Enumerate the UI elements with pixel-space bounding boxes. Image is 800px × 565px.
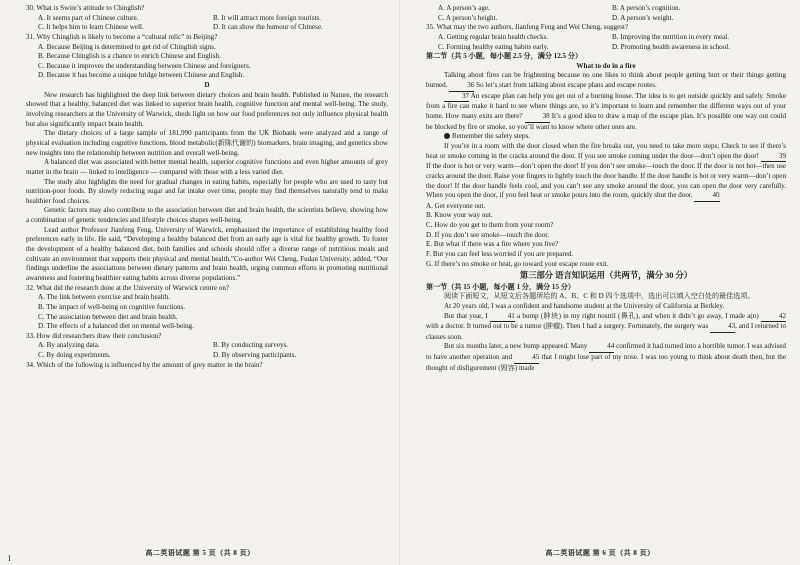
question-33-stem: 33. How did researchers draw their conclusion? — [26, 331, 162, 340]
question-33-options — [26, 341, 388, 360]
fire-heading — [426, 132, 786, 142]
text: So let’s start from talking about escape plans and escape routes. — [476, 81, 657, 90]
question-34-options — [426, 4, 786, 23]
text: If you’re in a room with the door closed when the fire breaks out, you need to take more steps; Check to see if there’s heat or smoke coming in the cracks around the door. If you see smoke coming under the door—don’t open the door! — [426, 141, 786, 160]
blank-44[interactable]: 44 — [589, 342, 614, 353]
text: But six months later, a new bump appeared. Many — [444, 342, 588, 351]
page-footer: 高二英语试题 第 5 页（共 8 页） — [145, 549, 255, 557]
passage-paragraph: The dietary choices of a large sample of 181,990 participants from the UK Biobank were analyzed and a range of physical evaluation including cognitive functions, blood metabolic(新陈代谢的) biomarkers, brain imaging, and genetics show new insights into the relationship between nutrition and overall well-being. — [26, 129, 388, 157]
cloze-paragraph-2 — [426, 312, 786, 343]
option: C. The association between diet and brain health. — [38, 312, 178, 321]
blank-42[interactable]: 42 — [761, 312, 786, 323]
question-35-options — [426, 33, 786, 52]
option: C. A person’s height. — [438, 13, 498, 22]
option: B. The impact of well-being on cognitive functions. — [38, 302, 186, 311]
question-32-stem: 32. What did the research done at the University of Warwick centre on? — [26, 283, 230, 292]
section-2-header: 第二节（共 5 小题，每小题 2.5 分，满分 12.5 分） — [426, 52, 583, 61]
text: If the door is hot or very warm—don’t open the door! If you don’t see smoke—touch the door. If the door is not hot—then use cracks around the door. Raise your fingers to lightly touch the door handle. If the door handle is hot or very warm—don’t open the door! If the door handle feels cool, and you can’t see any smoke around the door, you can open the door very carefully. When you open the door, if you feel heat or smoke pours into the room, quickly shut the door. — [426, 162, 786, 200]
option: D. Promoting health awareness in school. — [612, 42, 731, 51]
question-30-options — [26, 14, 388, 33]
option: B. Because Chinglish is a chance to enrich Chinese and English. — [38, 52, 221, 61]
question-35-stem: 35. What may the two authors, Jianfeng Feng and Wei Cheng, suggest? — [426, 23, 629, 32]
passage-paragraph: Lead author Professor Jianfeng Feng, University of Warwick, emphasized the importance of establishing healthy food preferences early in life. He said, “Developing a healthy balanced diet from an early age is vital for healthy growth. To foster the development of a healthy balanced diet, both families and schools should offer a diverse range of nutritious meals and cultivate an environment that supports their physical and mental health.”Co-author Wei Cheng, Fudan University, added, “Our findings underline the associations between dietary patterns and brain health, urging common efforts in promoting nutritional awareness and fostering healthier eating habits across diverse populations.” — [26, 225, 388, 282]
option: B. Improving the nutrition in every meal. — [612, 32, 730, 41]
text: But that year, I — [444, 311, 488, 320]
passage-letter: D — [204, 81, 210, 90]
passage-paragraph: The study also highlights the need for gradual changes in eating habits, especially for people who are used to tasty but nutrition-poor foods. By slowly reducing sugar and fat intake over time, people may find themselves naturally tend to make healthier food choices. — [26, 177, 388, 205]
margin-mark: I — [8, 554, 11, 563]
page-footer: 高二英语试题 第 6 页（共 8 页） — [545, 549, 655, 557]
question-30-stem: 30. What is Swire’s attitude to Chinglish? — [26, 4, 145, 12]
fire-paragraph-2 — [426, 92, 786, 133]
part-3-instructions: 阅读下面短文，从短文后各题所给的 A、B、C 和 D 四个选项中，选出可以填入空白处的最佳选项。 — [444, 292, 755, 301]
text: confirmed it had turned into a horrible tumor. I was advised to have another operation and — [426, 342, 786, 362]
option: C. Forming healthy eating habits early. — [438, 42, 549, 51]
option: C. It helps him to learn Chinese well. — [38, 23, 144, 32]
option: A. It seems part of Chinese culture. — [38, 13, 139, 22]
blank-38[interactable]: 38 — [525, 112, 550, 123]
blank-40[interactable]: 40 — [694, 191, 719, 202]
option: D. By observing participants. — [213, 351, 297, 360]
blank-37[interactable]: 37 — [444, 92, 469, 103]
text: Remember the safety steps. — [452, 132, 531, 141]
fire-paragraph-1 — [426, 71, 786, 91]
passage-paragraph: Genetic factors may also contribute to the association between diet and brain health, the scientists believe, showing how a combination of genetic tendencies and lifestyle choices shapes well-being. — [26, 206, 388, 225]
option: F. But you can feel less worried if you are prepared. — [426, 250, 574, 259]
question-31-stem: 31. Why Chinglish is likely to become a “cultural relic” in Beijing? — [26, 32, 218, 41]
right-page — [400, 0, 800, 565]
bullet-icon — [444, 133, 450, 139]
option: A. A person’s age. — [438, 4, 490, 12]
left-column — [26, 4, 388, 370]
text: It’s a good idea to draw a map of the escape plan. It’s possible one way out could be blocked by fire or smoke, so you’ll want to know where other ones are. — [426, 112, 787, 131]
option: A. By analyzing data. — [38, 341, 100, 350]
blank-45[interactable]: 45 — [514, 353, 539, 364]
text: with a doctor. It turned out to be a tumor (肿瘤). Then I had a surgery. Fortunately, the surgery was — [426, 322, 709, 331]
option: B. A person’s cognition. — [612, 4, 681, 12]
text: a bump (肿块) in my right nostril (鼻孔), and when it didn’t go away, I made a(n) — [517, 311, 759, 320]
option: D. The effects of a balanced diet on mental well-being. — [38, 322, 194, 331]
blank-39[interactable]: 39 — [761, 152, 786, 163]
option: C. How do you get to them from your room? — [426, 221, 554, 230]
passage-paragraph: A balanced diet was associated with better mental health, superior cognitive functions and even higher amounts of grey matter in the brain — linked to intelligence — compared with those with a less varied diet. — [26, 158, 388, 176]
option: D. A person’s weight. — [612, 13, 674, 22]
option: A. Because Beijing is determined to get rid of Chinglish signs. — [38, 42, 216, 51]
cloze-paragraph-1: At 20 years old, I was a confident and handsome student at the University of California at Berkley. — [444, 301, 725, 310]
blank-43[interactable]: 43 — [710, 322, 735, 333]
option: B. Know your way out. — [426, 211, 493, 220]
part-3-section-1: 第一节（共 15 小题，每小题 1 分，满分 15 分） — [426, 282, 575, 291]
fire-paragraph-3 — [426, 142, 786, 202]
option: A. Getting regular brain health checks. — [438, 32, 549, 41]
option: D. If you don’t see smoke—touch the door. — [426, 230, 550, 239]
cloze-paragraph-3 — [426, 342, 786, 373]
text: , and I returned to classes soon. — [426, 322, 787, 341]
option: B. It will attract more foreign tourists. — [213, 13, 321, 22]
text: that I might lose part of my nose. I was too young to think about death then, but the thought of disfigurement (毁容) made — [426, 353, 786, 372]
option: D. Because it has become a unique bridge between Chinese and English. — [38, 71, 245, 80]
option: C. By doing experiments. — [38, 351, 111, 360]
question-32-options — [26, 293, 388, 332]
option: B. By conducting surveys. — [213, 341, 289, 350]
blank-41[interactable]: 41 — [490, 312, 515, 323]
option: C. Because it improves the understanding between Chinese and foreigners. — [38, 61, 251, 70]
option: A. The link between exercise and brain health. — [38, 293, 171, 302]
blank-36[interactable]: 36 — [449, 81, 474, 92]
question-31-options — [26, 43, 388, 82]
passage-paragraph: New research has highlighted the deep link between dietary choices and brain health. Published in Nature, the research showed that a healthy, balanced diet was linked to superior brain health, cognitive function and mental well-being. The study, involving researchers at the University of Warwick, sheds light on how our food preferences not only influence physical health but also significantly impact brain health. — [26, 90, 388, 128]
option: D. It can show the humour of Chinese. — [213, 23, 323, 32]
text: Talking about fires can be frightening because no one likes to think about people getting hurt or their things getting burned. — [426, 71, 786, 90]
right-column — [426, 4, 786, 373]
fire-options — [426, 202, 786, 269]
question-34-stem: 34. Which of the following is influenced by the amount of grey matter in the brain? — [26, 360, 263, 369]
option: G. If there’s no smoke or heat, go toward your escape route exit. — [426, 259, 609, 268]
part-3-title: 第三部分 语言知识运用（共两节，满分 30 分） — [519, 271, 693, 281]
option: E. But what if there was a fire where you live? — [426, 240, 559, 249]
option: A. Get everyone out. — [426, 201, 486, 210]
section-2-title: What to do in a fire — [576, 61, 636, 70]
text: An escape plan can help you get out of a burning house. The idea is to get outside quickly and safely. Smoke from a fire can make it hard to see where things are, so it’s important to learn and remember the different ways out of your home. How many exits are there? — [426, 91, 786, 121]
